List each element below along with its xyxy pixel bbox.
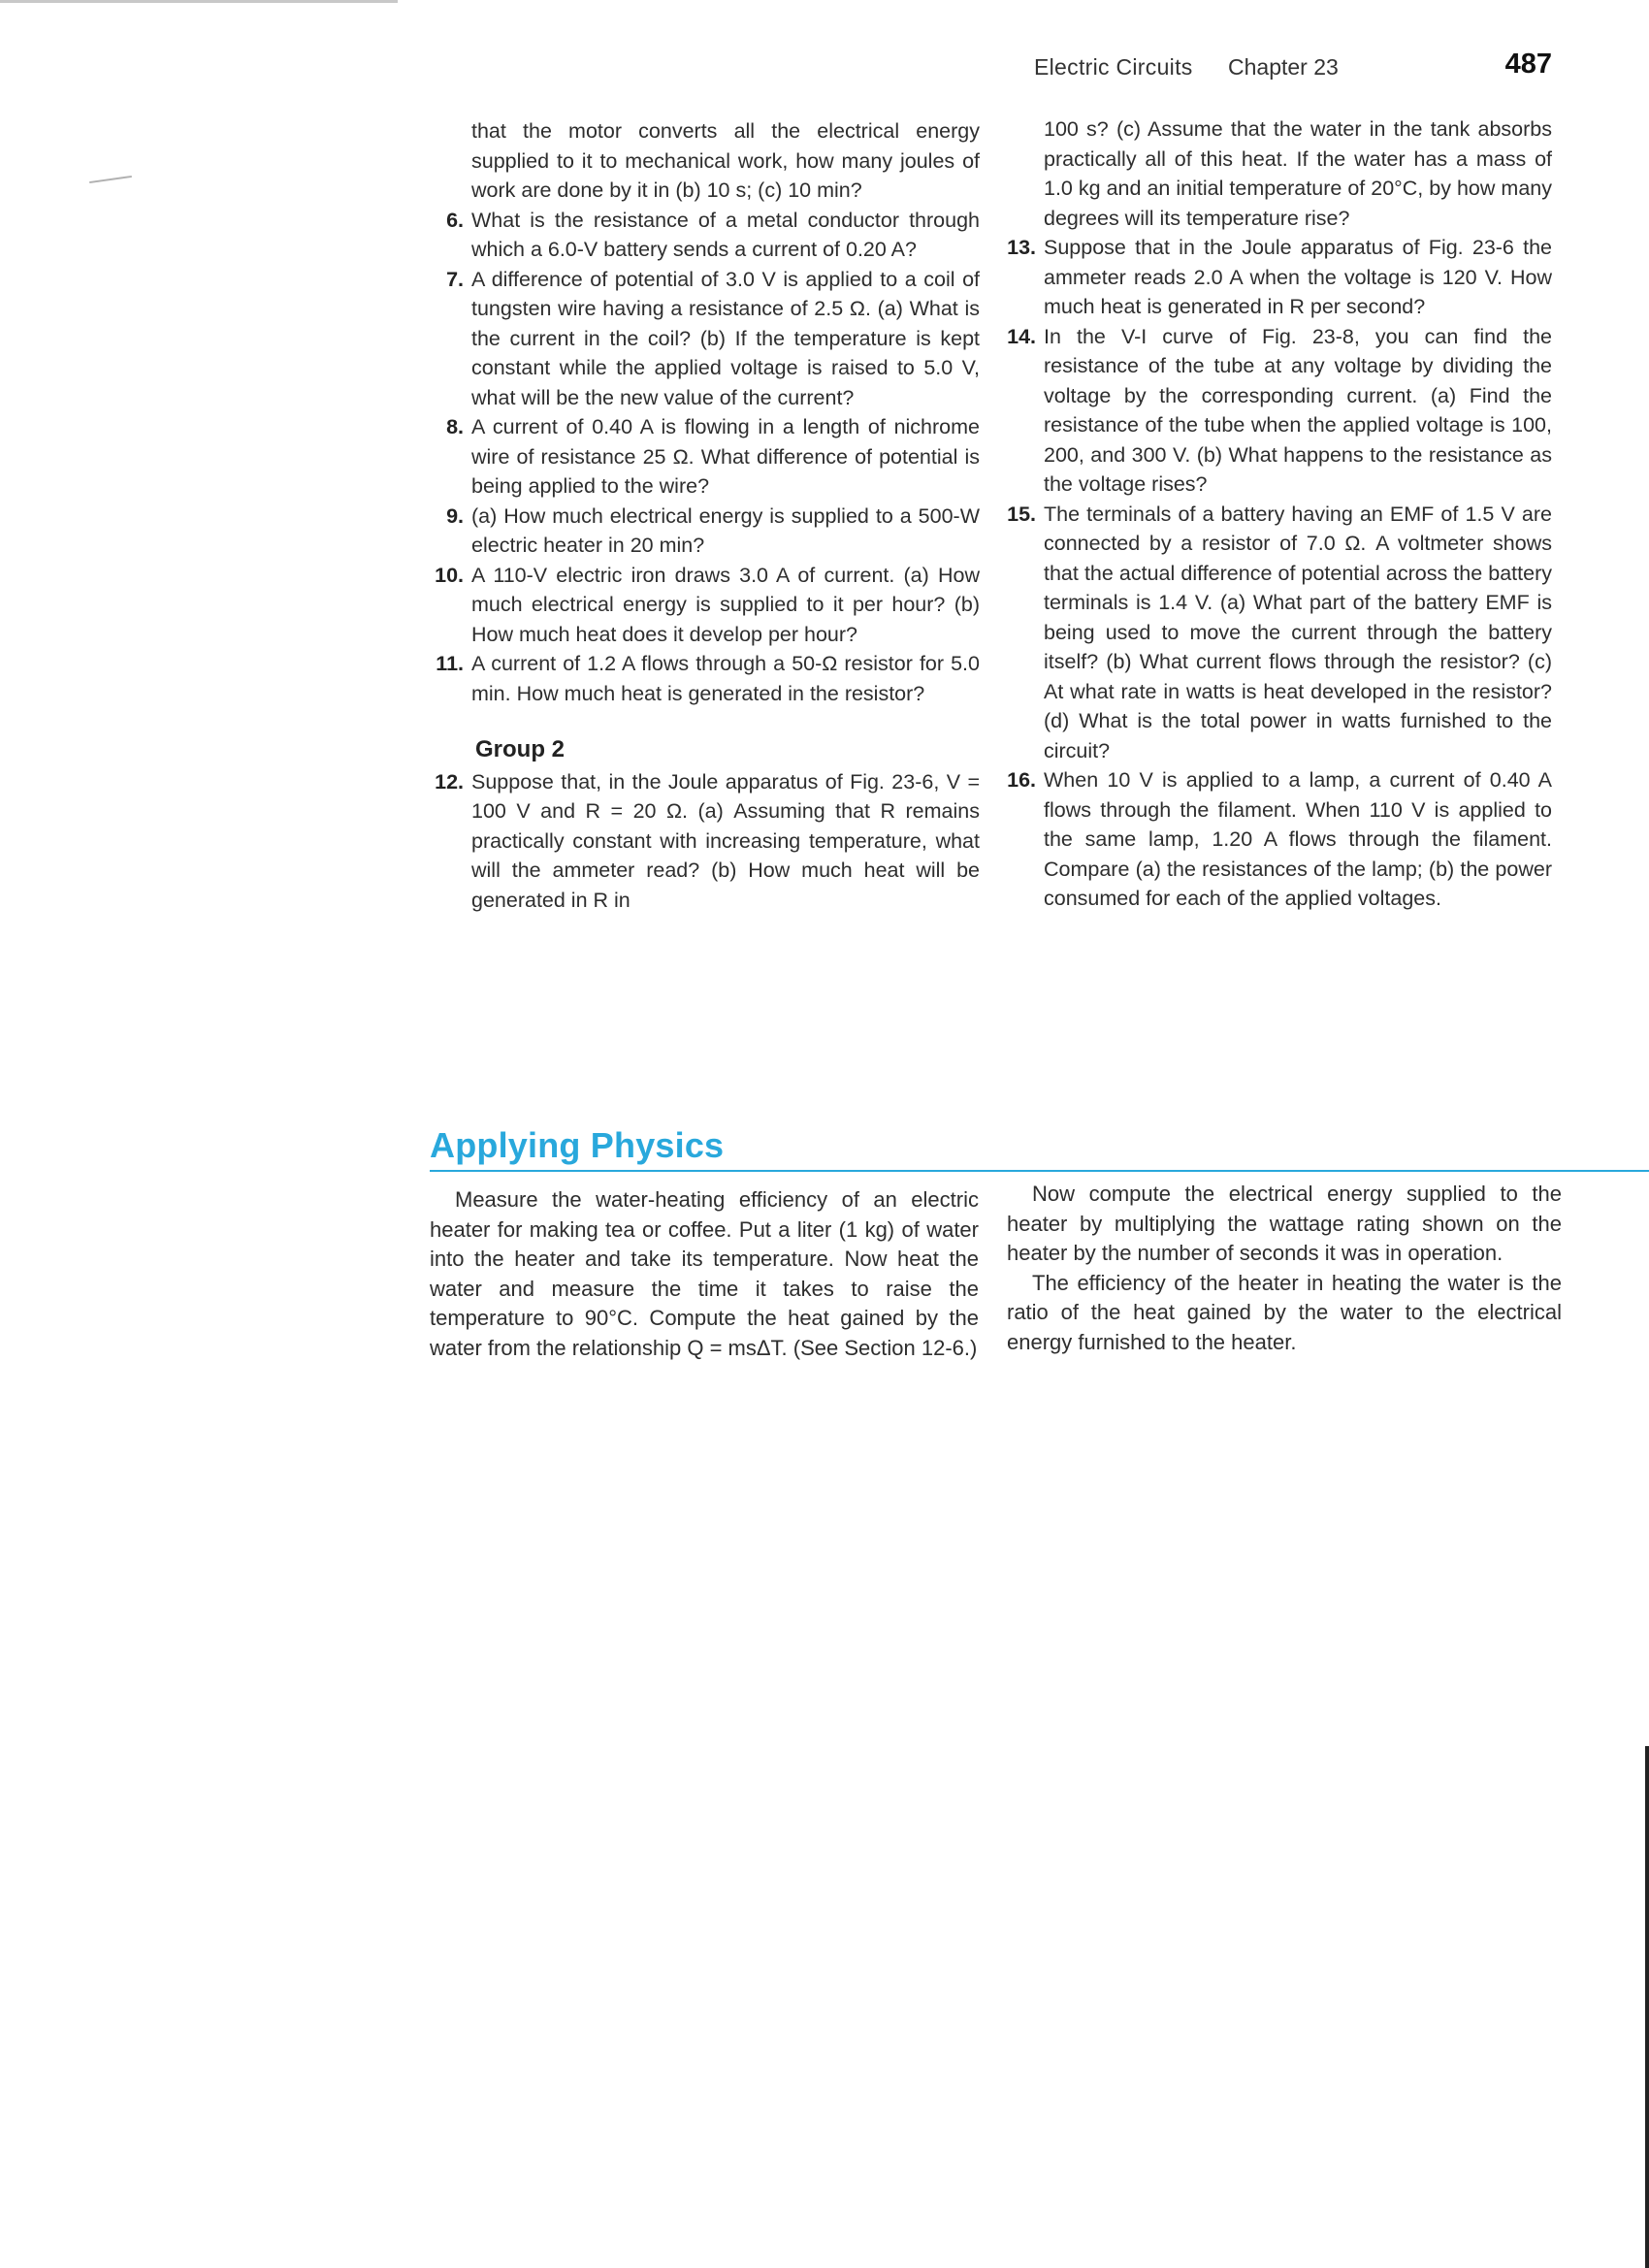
problem-10 [427,561,980,650]
problem-12 [427,767,980,916]
problem-text: The terminals of a battery having an EMF of 1.5 V are connected by a resistor of 7.0 Ω. A voltmeter shows that the actual difference of potential across the battery terminals is 1.4 V. (a) What part of the battery EMF is being used to move the current through the battery itself? (b) What current flows through the resistor? (c) At what rate in watts is heat developed in the resistor? (d) What is the total power in watts furnished to the circuit? [1044,502,1552,762]
problem-text: Suppose that, in the Joule apparatus of Fig. 23-6, V = 100 V and R = 20 Ω. (a) Assuming that R remains practically constant with increasing temperature, what will the ammeter read? (b) How much heat will be generated in R in [471,769,980,912]
problem-number: 15. [1007,502,1036,526]
applying-physics-paragraph: Now compute the electrical energy supplied to the heater by multiplying the wattage rating shown on the heater by the number of seconds it was in operation. [1007,1182,1562,1265]
problem-text: Suppose that in the Joule apparatus of Fig. 23-6 the ammeter reads 2.0 A when the voltage is 120 V. How much heat is generated in R per second? [1044,236,1552,318]
applying-physics-paragraph: Measure the water-heating efficiency of an electric heater for making tea or coffee. Put a liter (1 kg) of water into the heater and take its temperature. Now heat the water and measure the time it takes to raise the temperature to 90°C. Compute the heat gained by the water from the relationship Q = msΔT. (See Section 12-6.) [430,1187,979,1360]
section-divider [430,1170,1649,1172]
problem-number: 13. [1007,236,1036,259]
problem-number: 12. [435,769,464,794]
problem-8 [427,412,980,502]
group-heading: Group 2 [475,736,566,762]
problem-number: 9. [446,503,464,528]
problem-number: 8. [446,415,464,438]
problem-14 [999,322,1552,500]
scan-mark [89,176,132,183]
problem-text: In the V-I curve of Fig. 23-8, you can find the resistance of the tube at any voltage by dividing the voltage by the corresponding current. (a) Find the resistance of the tube when the applied voltage is 100, 200, and 300 V. (b) What happens to the resistance as the voltage rises? [1044,324,1552,496]
applying-physics-right-column [1007,1180,1562,1357]
problem-number: 11. [436,652,464,675]
problem-16 [999,765,1552,914]
applying-physics-left-column [430,1185,979,1363]
applying-physics-header [430,1125,1649,1174]
section-title: Applying Physics [430,1125,725,1165]
problem-text: A 110-V electric iron draws 3.0 A of current. (a) How much electrical energy is supplied to it per hour? (b) How much heat does it develop per hour? [471,563,980,646]
problem-15 [999,500,1552,766]
problem-text: A current of 0.40 A is flowing in a length of nichrome wire of resistance 25 Ω. What difference of potential is being applied to the wire? [471,415,980,498]
running-head [1028,49,1552,87]
problem-number: 14. [1007,324,1036,348]
problem-number: 7. [446,267,464,291]
page-number: 487 [1504,49,1552,80]
scan-edge-right [1645,1746,1649,2268]
problem-7 [427,265,980,413]
problem-text: A difference of potential of 3.0 V is applied to a coil of tungsten wire having a resistance of 2.5 Ω. (a) What is the current in the coil? (b) If the temperature is kept constant while the applied voltage is raised to 5.0 V, what will be the new value of the current? [471,267,980,409]
problem-text: What is the resistance of a metal conductor through which a 6.0-V battery sends a current of 0.20 A? [471,208,980,261]
problems-left-column [427,116,980,915]
applying-physics-paragraph: The efficiency of the heater in heating the water is the ratio of the heat gained by the water to the electrical energy furnished to the heater. [1007,1270,1562,1354]
problem-text: A current of 1.2 A flows through a 50-Ω resistor for 5.0 min. How much heat is generated in the resistor? [471,652,980,705]
problem-number: 10. [435,563,464,587]
problem-6 [427,206,980,265]
problems-right-column [999,114,1552,914]
problem-13 [999,233,1552,322]
problem-continuation: 100 s? (c) Assume that the water in the tank absorbs practically all of this heat. If the water has a mass of 1.0 kg and an initial temperature of 20°C, by how many degrees will its temperature rise? [1044,117,1552,230]
problem-continuation: that the motor converts all the electrical energy supplied to it to mechanical work, how many joules of work are done by it in (b) 10 s; (c) 10 min? [471,119,980,202]
running-head-title: Electric Circuits [1034,54,1193,80]
problem-number: 6. [446,208,464,232]
running-head-chapter: Chapter 23 [1228,54,1339,80]
problem-11 [427,649,980,708]
problem-9 [427,502,980,561]
problem-text: (a) How much electrical energy is supplied to a 500-W electric heater in 20 min? [471,503,980,557]
problem-text: When 10 V is applied to a lamp, a current of 0.40 A flows through the filament. When 110 V is applied to the same lamp, 1.20 A flows through the filament. Compare (a) the resistances of the lamp; (b) the power consumed for each of the applied voltages. [1044,768,1552,910]
scan-edge-top [0,0,398,3]
problem-number: 16. [1007,768,1036,792]
